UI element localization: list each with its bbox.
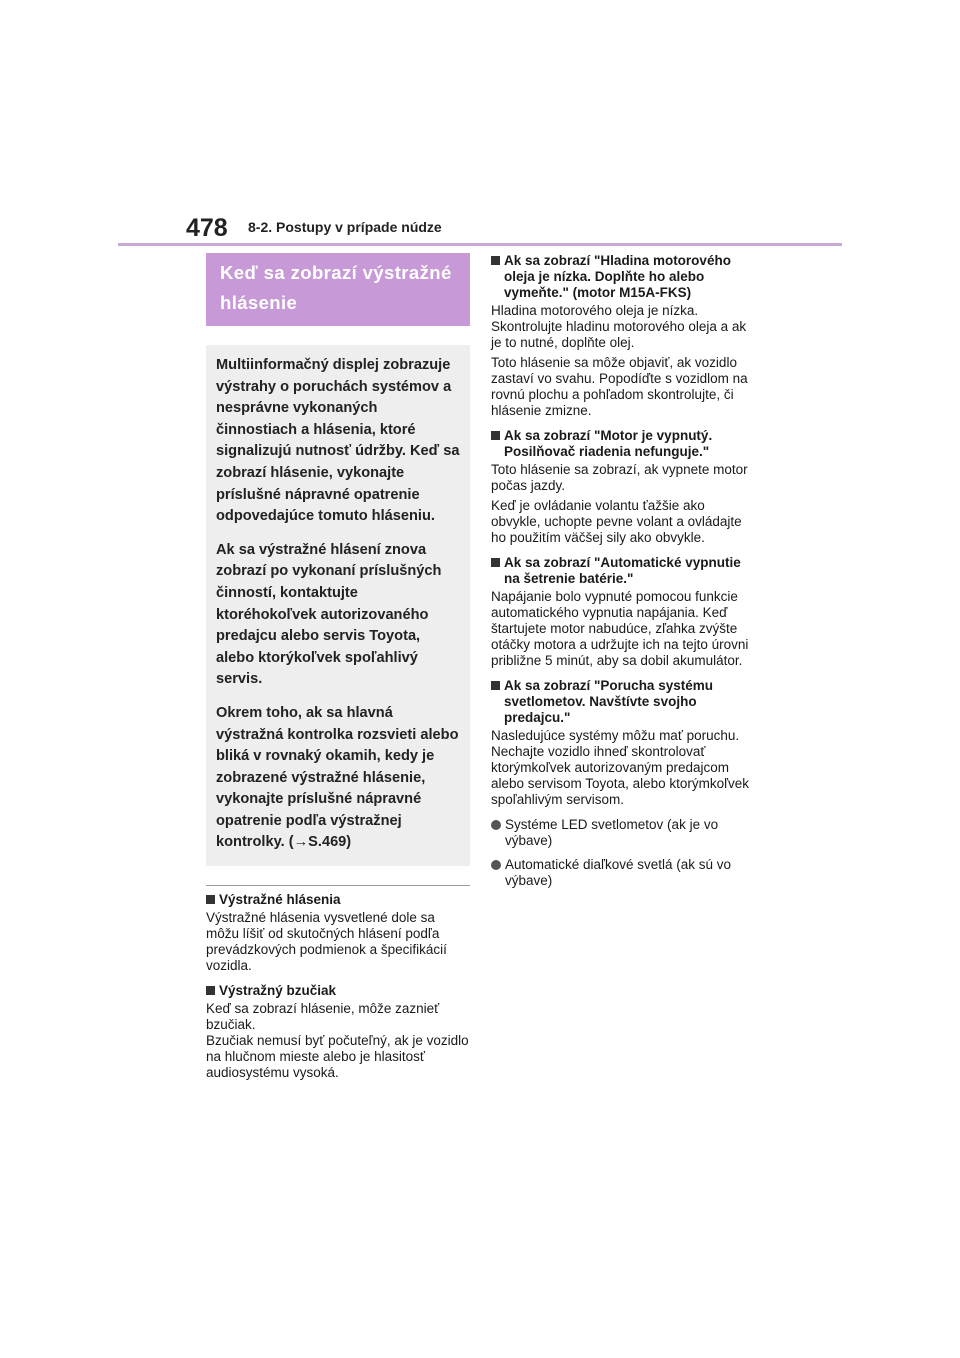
square-bullet-icon bbox=[491, 681, 500, 690]
left-column bbox=[206, 253, 470, 1090]
item-text: Toto hlásenie sa môže objaviť, ak vozidlo zastaví vo svahu. Popodíďte s vozidlom na rovnú plochu a pohľadom skontrolujte, či hlásenie zmizne. bbox=[491, 355, 748, 418]
list-item bbox=[206, 983, 470, 1081]
item-text: Napájanie bolo vypnuté pomocou funkcie automatického vypnutia napájania. Keď štartujete motor nabudúce, zľahka zvýšte otáčky motora a udržujte ich na tejto úrovni približne 5 minút, aby sa dobil akumulátor. bbox=[491, 589, 749, 668]
item-text: Keď sa zobrazí hlásenie, môže zaznieť bzučiak. Bzučiak nemusí byť počuteľný, ak je vozidlo na hlučnom mieste alebo je hlasitosť audiosystému vysoká. bbox=[206, 1001, 469, 1081]
item-text: Hladina motorového oleja je nízka. Skontrolujte hladinu motorového oleja a ak je to nutné, doplňte olej. bbox=[491, 303, 747, 350]
header-rule bbox=[118, 243, 842, 246]
divider bbox=[206, 885, 470, 886]
right-column bbox=[491, 253, 753, 897]
square-bullet-icon bbox=[491, 431, 500, 440]
item-heading: Ak sa zobrazí "Automatické vypnutie na šetrenie batérie." bbox=[504, 555, 741, 586]
info-paragraph: Okrem toho, ak sa hlavná výstražná kontrolka rozsvieti alebo bliká v rovnaký okamih, kedy je zobrazené výstražné hlásenie, vykonajte príslušné nápravné opatrenie podľa výstražnej kontrolky. (→S.469) bbox=[216, 704, 459, 851]
item-heading: Výstražné hlásenia bbox=[219, 892, 341, 908]
bullet-text: Systéme LED svetlometov (ak je vo výbave) bbox=[505, 817, 719, 848]
square-bullet-icon bbox=[491, 256, 500, 265]
item-text: Výstražné hlásenia vysvetlené dole sa môžu líšiť od skutočných hlásení podľa prevádzkových podmienok a špecifikácií vozidla. bbox=[206, 910, 447, 974]
section-title: 8-2. Postupy v prípade núdze bbox=[248, 219, 442, 235]
square-bullet-icon bbox=[491, 558, 500, 567]
info-box bbox=[206, 345, 470, 866]
list-item bbox=[206, 892, 470, 974]
item-heading: Výstražný bzučiak bbox=[219, 983, 337, 999]
page-number: 478 bbox=[186, 214, 228, 242]
list-item bbox=[491, 253, 753, 419]
item-heading: Ak sa zobrazí "Motor je vypnutý. Posilňovač riadenia nefunguje." bbox=[504, 428, 713, 459]
square-bullet-icon bbox=[206, 895, 215, 904]
circle-bullet-icon bbox=[491, 860, 501, 870]
item-heading: Ak sa zobrazí "Hladina motorového oleja je nízka. Doplňte ho alebo vymeňte." (motor M15A-FKS) bbox=[504, 253, 731, 300]
circle-bullet-icon bbox=[491, 820, 501, 830]
item-heading: Ak sa zobrazí "Porucha systému svetlometov. Navštívte svojho predajcu." bbox=[504, 678, 713, 725]
bullet-item bbox=[491, 857, 753, 889]
square-bullet-icon bbox=[206, 986, 215, 995]
item-text: Keď je ovládanie volantu ťažšie ako obvykle, uchopte pevne volant a ovládajte ho použitím väčšej sily ako obvykle. bbox=[491, 498, 742, 545]
item-text: Nasledujúce systémy môžu mať poruchu. Nechajte vozidlo ihneď skontrolovať ktorýmkoľvek autorizovaným predajcom alebo servisom Toyota, alebo ktorýmkoľvek spoľahlivým servisom. bbox=[491, 728, 750, 807]
list-item bbox=[491, 678, 753, 808]
list-item bbox=[491, 428, 753, 546]
info-paragraph: Multiinformačný displej zobrazuje výstrahy o poruchách systémov a nesprávne vykonaných činnostiach a hlásenia, ktoré signalizujú nutnosť údržby. Keď sa zobrazí hlásenie, vykonajte príslušné nápravné opatrenie odpovedajúce tomuto hláseniu. bbox=[216, 357, 460, 525]
list-item bbox=[491, 555, 753, 669]
bullet-item bbox=[491, 817, 753, 849]
item-text: Toto hlásenie sa zobrazí, ak vypnete motor počas jazdy. bbox=[491, 462, 748, 493]
info-paragraph: Ak sa výstražné hlásení znova zobrazí po vykonaní príslušných činností, kontaktujte ktoréhokoľvek autorizovaného predajcu alebo servis Toyota, alebo ktorýkoľvek spoľahlivý servis. bbox=[216, 541, 442, 688]
section-heading: Keď sa zobrazí výstražné hlásenie bbox=[206, 253, 470, 326]
bullet-text: Automatické diaľkové svetlá (ak sú vo výbave) bbox=[505, 857, 732, 888]
